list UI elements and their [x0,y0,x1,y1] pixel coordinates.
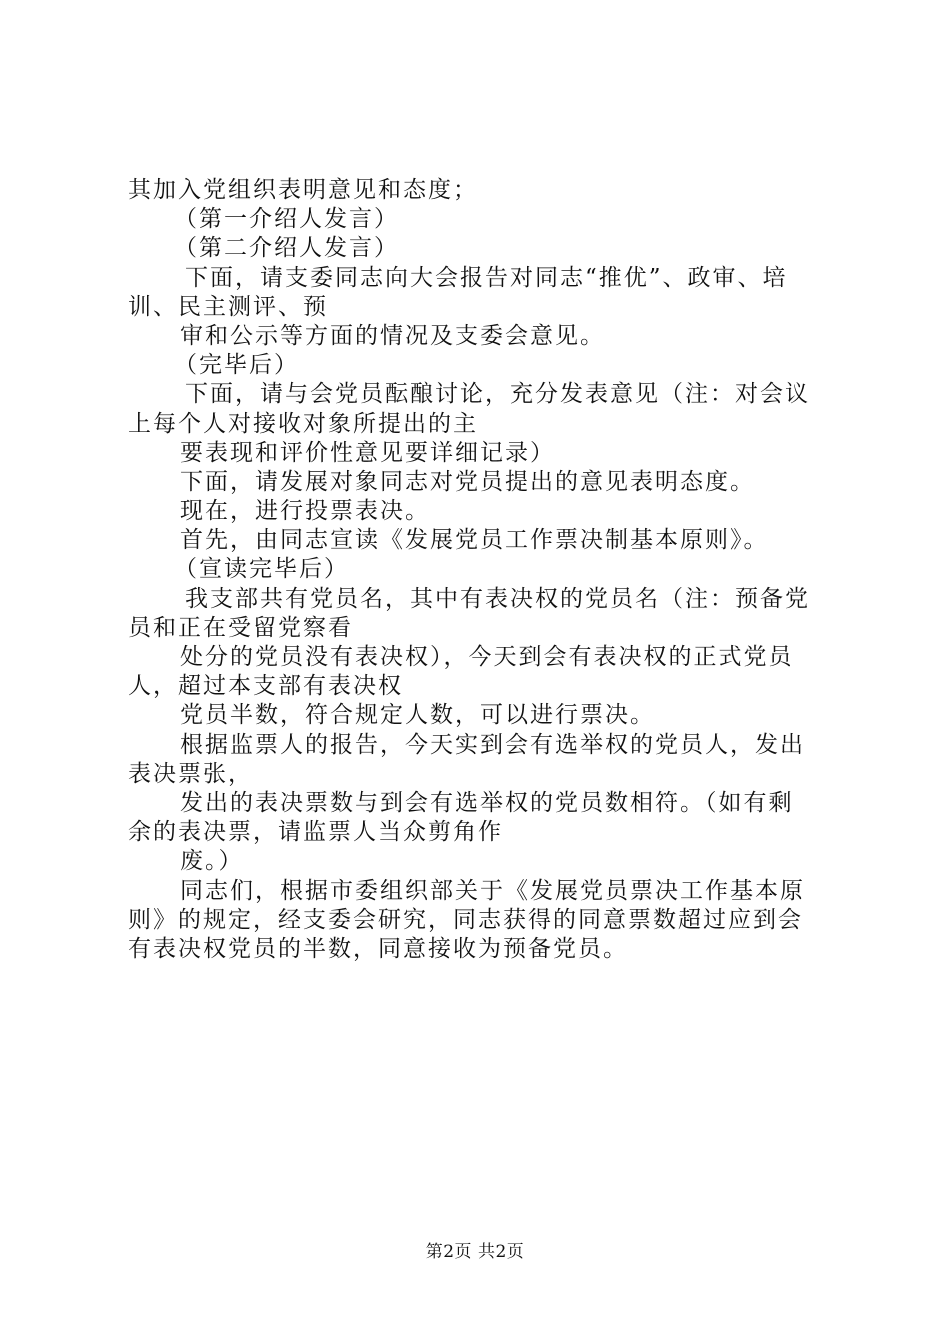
text-line: （完毕后） [174,352,299,379]
text-line: 人，超过本支部有表决权 [128,673,403,700]
text-line: 有表决权党员的半数，同意接收为预备党员。 [128,935,628,962]
text-line: 训、民主测评、预 [128,293,328,320]
text-line: 其加入党组织表明意见和态度； [128,177,478,203]
document-body [128,176,828,964]
text-line: 处分的党员没有表决权），今天到会有表决权的正式党员 [180,644,794,670]
text-line: 废。） [180,848,244,875]
text-line: 现在，进行投票表决。 [180,498,430,525]
page-number-footer: 第2页 共2页 [425,1242,525,1262]
text-line: （第一介绍人发言） [174,206,399,233]
text-line: 我支部共有党员名，其中有表决权的党员名（注：预备党 [185,585,810,612]
text-line: 首先，由同志宣读《发展党员工作票决制基本原则》。 [180,527,769,554]
text-line: （宣读完毕后） [174,556,349,583]
text-line: 党员半数，符合规定人数，可以进行票决。 [180,702,655,729]
text-line: 发出的表决票数与到会有选举权的党员数相符。（如有剩 [180,789,794,816]
text-line: 下面，请与会党员酝酿讨论，充分发表意见（注：对会议 [185,381,810,408]
text-line: 下面，请支委同志向大会报告对同志“推优”、政审、培 [185,264,788,291]
text-line: 员和正在受留党察看 [128,614,353,641]
text-line: 同志们，根据市委组织部关于《发展党员票决工作基本原 [180,877,805,904]
text-line: 要表现和评价性意见要详细记录） [180,439,555,466]
text-line: 余的表决票，请监票人当众剪角作 [128,819,503,846]
text-line: （第二介绍人发言） [174,235,399,262]
text-line: 表决票张， [128,760,253,787]
text-line: 上每个人对接收对象所提出的主 [128,410,478,437]
text-line: 则》的规定，经支委会研究，同志获得的同意票数超过应到会 [128,906,803,933]
text-line: 下面，请发展对象同志对党员提出的意见表明态度。 [180,468,755,495]
text-line: 审和公示等方面的情况及支委会意见。 [180,322,605,349]
text-line: 根据监票人的报告，今天实到会有选举权的党员人，发出 [180,731,805,758]
